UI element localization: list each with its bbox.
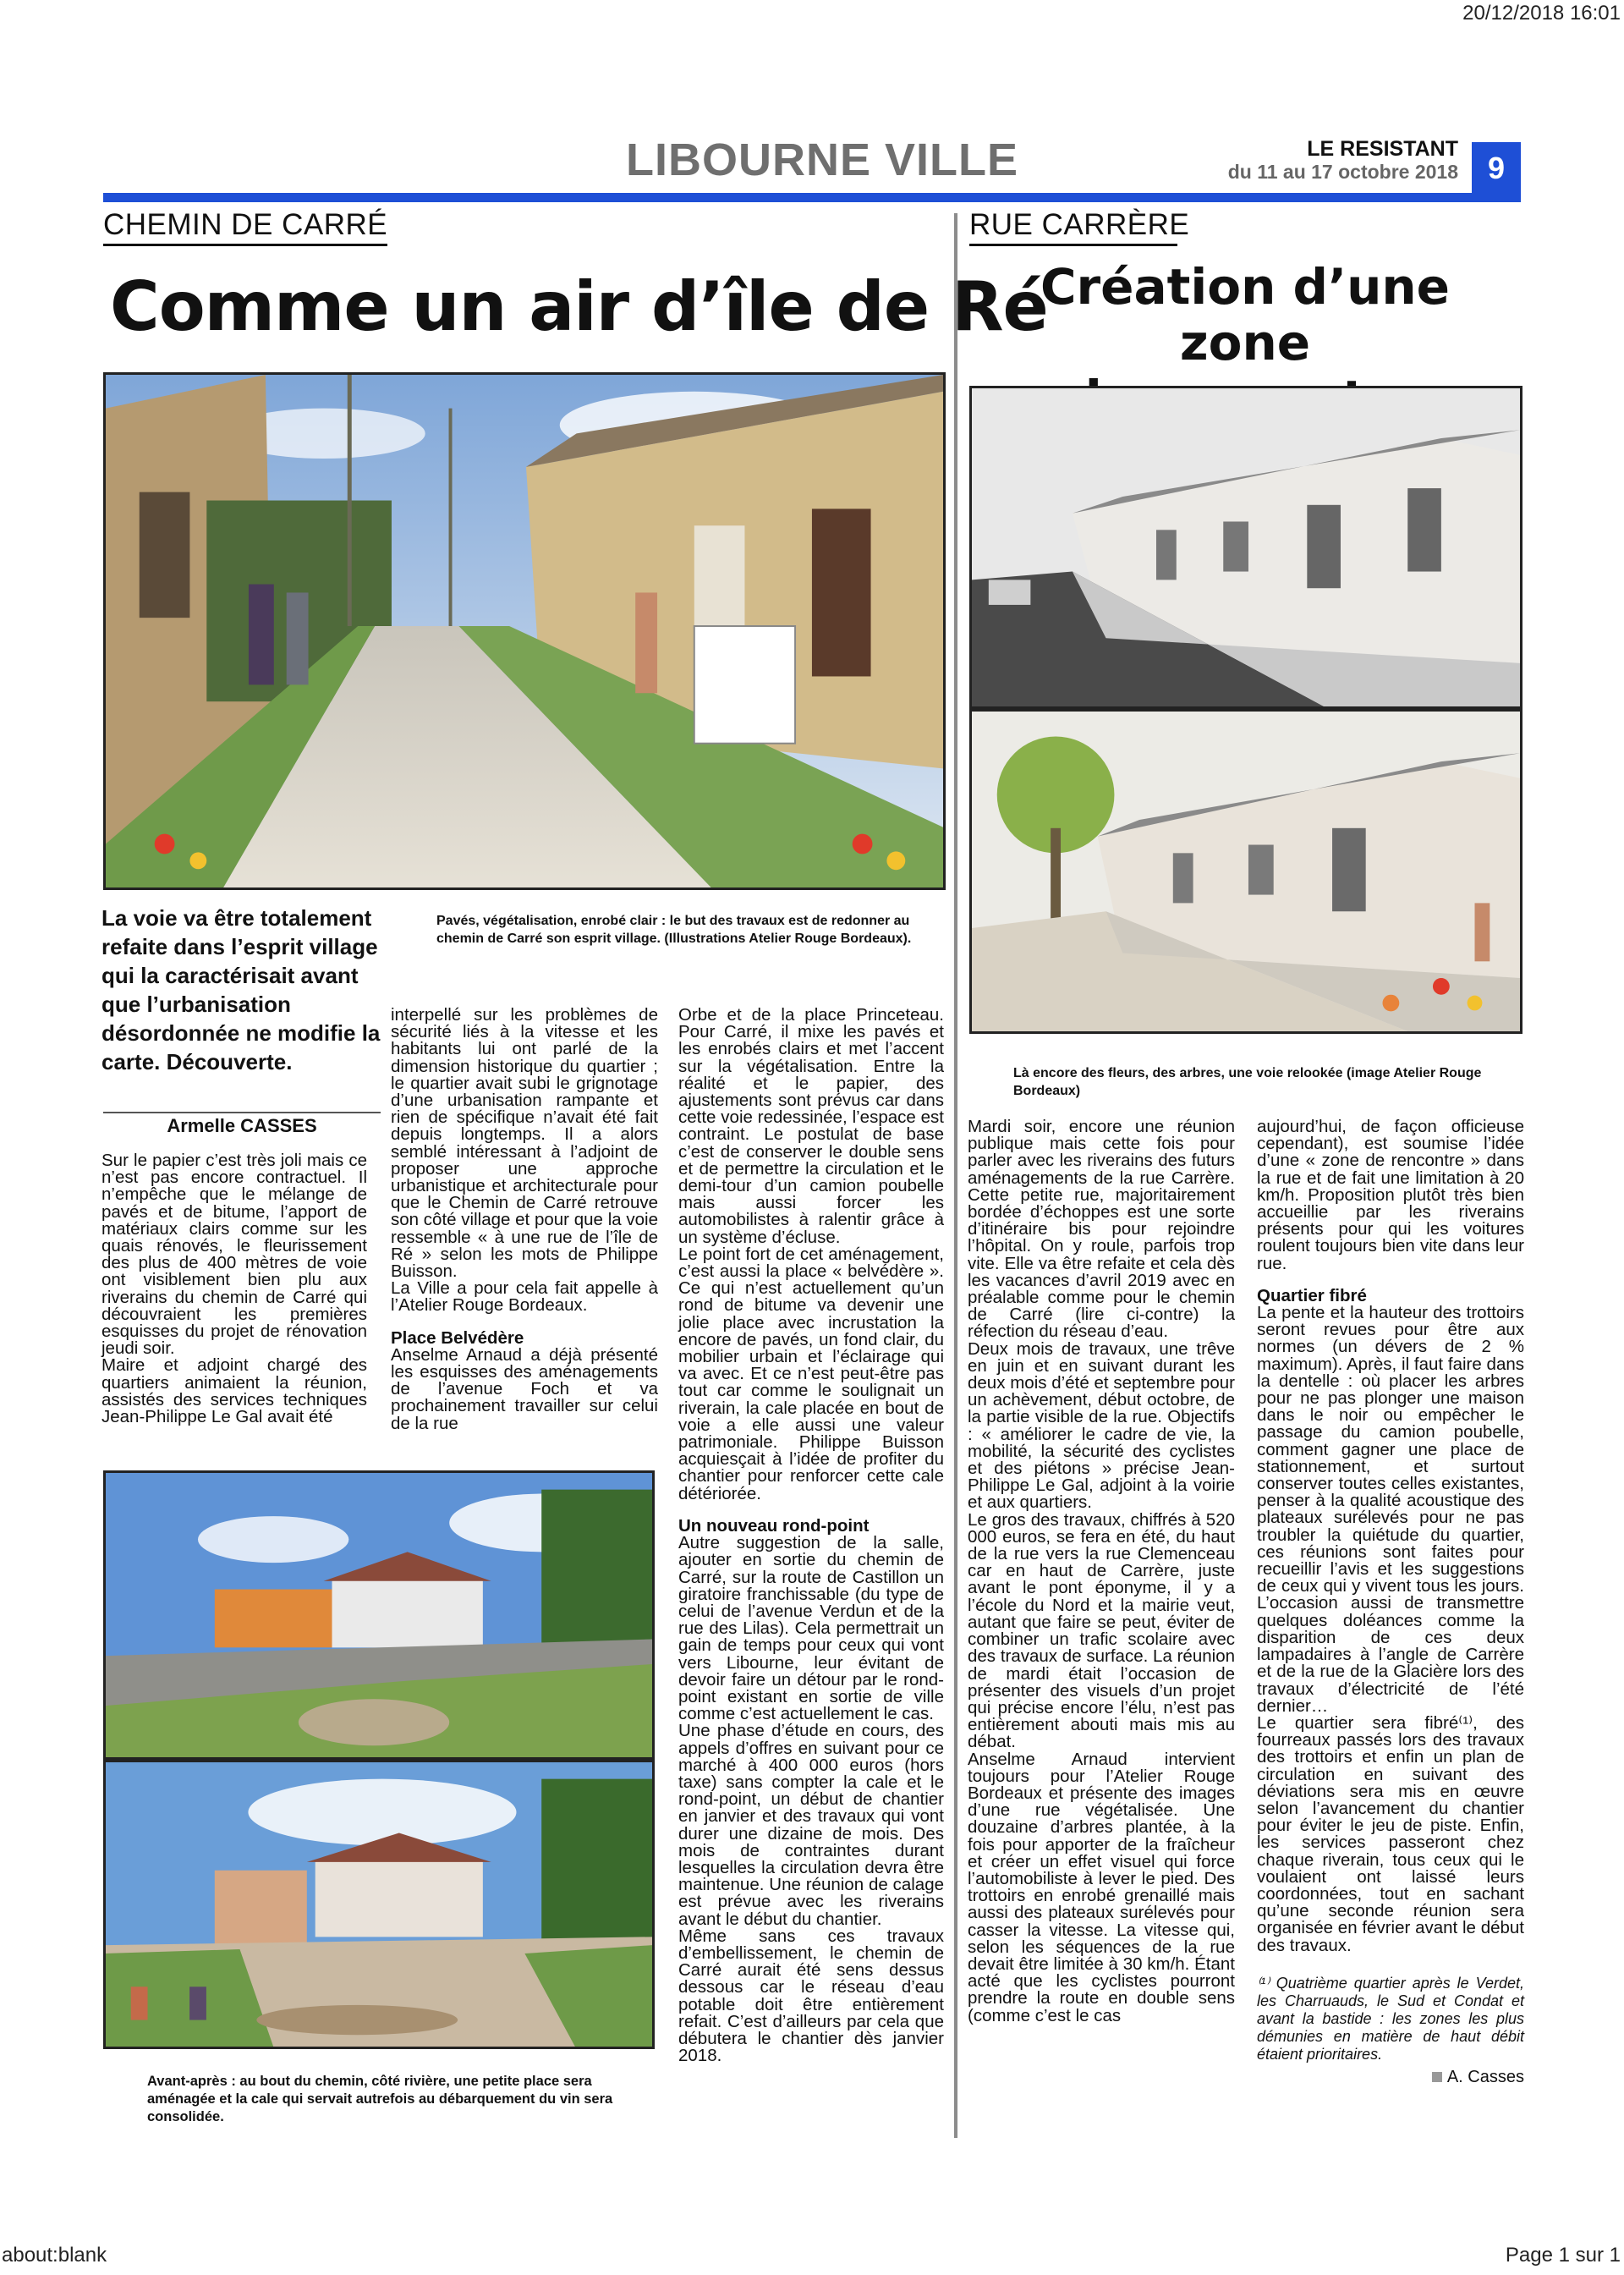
bottom-photo-caption: Avant-après : au bout du chemin, côté rivière, une petite place sera aménagée et la cale qui servait autrefois au débarquement du vin sera consolidée.	[147, 2074, 613, 2124]
paragraph: Le gros des travaux, chiffrés à 520 000 euros, se fera en été, du haut de la rue vers la rue Clemenceau car en haut de Carrère, juste avant le pont éponyme, il y a l’école du Nord et la mairie veut, autant que faire se peut, éviter de combiner un trafic scolaire avec des travaux de surface. La réunion de mardi était l’occasion de présenter des visuels d’un projet qui précise encore l’élu, n’est pas entièrement abouti mais mis au débat.	[968, 1509, 1235, 1752]
left-byline: Armelle CASSES	[167, 1115, 317, 1136]
paragraph: Orbe et de la place Princeteau. Pour Carré, il mixe les pavés et les enrobés clairs et met l’accent sur la végétalisation. Entre la réalité et le papier, des ajustements sont prévus car dans cette voie redessinée, l’espace est contraint. Le postulat de base c’est de conserver le double sens et de permettre la circulation et le demi-tour d’un camion poubelle mais aussi forcer les automobilistes à ralentir grâce à un système d’écluse.	[678, 1005, 944, 1247]
after-photo	[103, 1760, 655, 2049]
subheading-quartier-fibre: Quartier fibré	[1257, 1285, 1367, 1305]
signature-name: A. Casses	[1446, 2067, 1524, 2086]
left-kicker: CHEMIN DE CARRÉ	[103, 208, 388, 241]
signature	[1257, 2069, 1524, 2085]
section-title: LIBOURNE VILLE	[626, 135, 1019, 185]
rue-carrere-after-photo	[969, 709, 1522, 1034]
footnote: ⁽¹⁾ Quatrième quartier après le Verdet, les Charruauds, le Sud et Condat et avant la bastide : les zones les plus démunies en matière de haut débit étaient prioritaires.	[1257, 1974, 1524, 2063]
right-column-2	[1257, 1118, 1524, 2085]
print-date: 20/12/2018 16:01	[1462, 2, 1621, 25]
byline-rule	[103, 1112, 381, 1113]
left-photo-caption: Pavés, végétalisation, enrobé clair : le but des travaux est de redonner au chemin de Carré son esprit village. (Illustrations Atelier Rouge Bordeaux).	[436, 914, 912, 946]
left-kicker-underline	[103, 244, 387, 246]
paragraph: Autre suggestion de la salle, ajouter en sortie du chemin de Carré, sur la route de Castillon un giratoire franchissable (du type de celui de l’avenue Verdun et de la rue des Lilas). Cela permettrait un gain de temps pour ceux qui vont vers Libourne, leur évitant de devoir faire un détour par le rond-point existant en sortie de ville comme c’est actuellement le cas.	[678, 1533, 944, 1724]
before-photo	[103, 1470, 655, 1760]
paragraph: Anselme Arnaud intervient toujours pour l’Atelier Rouge Bordeaux et présente des images d’une rue végétalisée. Une douzaine d’arbres plantée, à la fois pour apporter de la fraîcheur et créer un effet visuel qui force l’automobiliste à lever le pied. Des trottoirs en enrobé grenaillé mais aussi des plateaux surélevés pour casser la vitesse. La vitesse qui, selon les séquences de la rue devait être limitée à 30 km/h. Étant acté que les cyclistes pourront prendre la route en double sens (comme c’est le cas	[968, 1749, 1235, 2025]
paragraph: Une phase d’étude en cours, des appels d’offres en suivant pour ce marché à 400 000 euros (hors taxe) sans compter la cale et le rond-point, un début de chantier en janvier et des travaux qui vont durer une dizaine de mois. Des mois de contraintes durant lesquelles la circulation devra être maintenue. Une réunion de calage est prévue avec les riverains avant le début du chantier.	[678, 1721, 944, 1929]
paragraph: interpellé sur les problèmes de sécurité liés à la vitesse et les habitants lui ont parlé de la dimension historique du quartier ; le quartier avait subi le grignotage d’une urbanisation rampante et rien de spécifique n’avait été fait depuis longtemps. Il a alors semblé intéressant à l’adjoint de proposer une approche urbanistique et architecturale pour que le Chemin de Carré retrouve son côté village et pour que la voie ressemble « à une rue de l’île de Ré » selon les mots de Philippe Buisson.	[391, 1005, 658, 1282]
right-photo-caption: Là encore des fleurs, des arbres, une voie relookée (image Atelier Rouge Bordeaux)	[1013, 1066, 1482, 1098]
subheading-rond-point: Un nouveau rond-point	[678, 1515, 870, 1536]
rue-carrere-before-photo	[969, 386, 1522, 709]
paragraph: aujourd’hui, de façon officieuse cependant), est soumise l’idée d’une « zone de rencontre » dans la rue et de fait une limitation à 20 km/h. Proposition plutôt très bien accueillie par les riverains présents pour qui les voitures roulent toujours bien vite dans leur rue.	[1257, 1117, 1524, 1273]
column-divider	[954, 213, 957, 2138]
right-kicker: RUE CARRÈRE	[969, 208, 1190, 241]
page-number: 9	[1472, 142, 1521, 201]
left-headline: Comme un air d’île de Ré	[110, 267, 1048, 346]
right-column-1	[968, 1118, 1235, 2025]
left-column-1	[102, 1152, 367, 1426]
top-rule	[103, 193, 1521, 202]
paragraph: Le quartier sera fibré⁽¹⁾, des fourreaux passés lors des travaux des trottoirs et enfin un plan de circulation en suivant des déviations sera mis en œuvre selon l’avancement du chantier pour éviter le jeu de piste. Enfin, les services passeront chez chaque riverain, tous ceux qui le voulaient ont laissé leurs coordonnées, tout en sachant qu’une seconde réunion sera organisée en février avant le début des travaux.	[1257, 1712, 1524, 1955]
left-chapo: La voie va être totalement refaite dans l’esprit village qui la caractérisait avant que l’urbanisation désordonnée ne modifie la carte. Découverte.	[102, 905, 381, 1074]
left-column-3	[678, 1007, 944, 2064]
left-column-2	[391, 1007, 658, 1432]
right-headline-line-1: Création d’une zone	[1040, 258, 1451, 371]
paragraph: Même sans ces travaux d’embellissement, le chemin de Carré aurait été sens dessus dessous car le réseau d’eau potable doit être entièrement refait. C’est d’ailleurs par cela que débutera le chantier dès janvier 2018.	[678, 1926, 944, 2066]
paragraph: Maire et adjoint chargé des quartiers animaient la réunion, assistés des services techniques Jean-Philippe Le Gal avait été	[102, 1355, 367, 1427]
paragraph: La Ville a pour cela fait appelle à l’Atelier Rouge Bordeaux.	[391, 1278, 658, 1316]
right-kicker-underline	[969, 244, 1177, 246]
signature-square-icon	[1432, 2072, 1442, 2082]
paragraph: Anselme Arnaud a déjà présenté les esquisses des aménagements de l’avenue Foch et va prochainement travailler sur celui de la rue	[391, 1344, 658, 1433]
issue-dates: du 11 au 17 octobre 2018	[1227, 161, 1458, 183]
paragraph: Sur le papier c’est très joli mais ce n’est pas encore contractuel. Il n’empêche que le mélange de pavés et de bitume, l’apport de matériaux clairs comme sur les quais rénovés, le fleurissement des plus de 400 mètres de voie ont visiblement bien plu aux riverains du chemin de Carré qui découvraient les premières esquisses du projet de rénovation jeudi soir.	[102, 1151, 367, 1359]
paragraph: La pente et la hauteur des trottoirs seront revues pour être aux normes (un dévers de 2 % maximum). Après, il faut faire dans la dentelle : où placer les arbres pour ne pas plonger une maison dans le noir ou empêcher le passage du camion poubelle, comment gagner une place de stationnement, et surtout conserver toutes celles existantes, penser à la qualité acoustique des plateaux surélevés pour ne pas troubler la quiétude du quartier, ces réunions sont faites pour recueillir l’avis et les suggestions de ceux qui y vivent tous les jours. L’occasion aussi de transmettre quelques doléances comme la disparition de ces deux lampadaires à l’angle de Carrère et de la rue de la Glacière lors des travaux d’électricité de l’été dernier…	[1257, 1303, 1524, 1716]
print-url: about:blank	[2, 2244, 107, 2267]
print-page-label: Page 1 sur 1	[1505, 2244, 1621, 2267]
paper-name: LE RESISTANT	[1307, 137, 1458, 161]
paragraph: Deux mois de travaux, une trêve en juin et en suivant durant les deux mois d’été et septembre pour un achèvement, début octobre, de la partie visible de la rue. Objectifs : « améliorer le cadre de vie, la mobilité, la sécurité des cyclistes et des piétons » précise Jean-Philippe Le Gal, adjoint à la voirie et aux quartiers.	[968, 1338, 1235, 1513]
chemin-de-carre-illustration	[103, 372, 946, 890]
subheading-place-belvedere: Place Belvédère	[391, 1327, 524, 1348]
paragraph: Mardi soir, encore une réunion publique mais cette fois pour parler avec les riverains des futurs aménagements de la rue Carrère. Cette petite rue, majoritairement bordée d’échoppes est une sorte d’itinéraire bis pour rejoindre l’hôpital. On y roule, parfois trop vite. Elle va être refaite et cela dès les vacances d’avril 2019 avec en préalable comme pour le chemin de Carré (lire ci-contre) la réfection du réseau d’eau.	[968, 1117, 1235, 1342]
paragraph: Le point fort de cet aménagement, c’est aussi la place « belvédère ». Ce qui n’est actuellement qu’un rond de bitume va devenir une jolie place avec incrustation la encore de pavés, un fond clair, du mobilier urbain et l’éclairage qui va avec. Et ce n’est peut-être pas tout car comme le soulignait un riverain, la cale placée en bout de voie a elle aussi une valeur patrimoniale. Philippe Buisson acquiesçait à l’idée de profiter du chantier pour renforcer cette cale détériorée.	[678, 1244, 944, 1503]
